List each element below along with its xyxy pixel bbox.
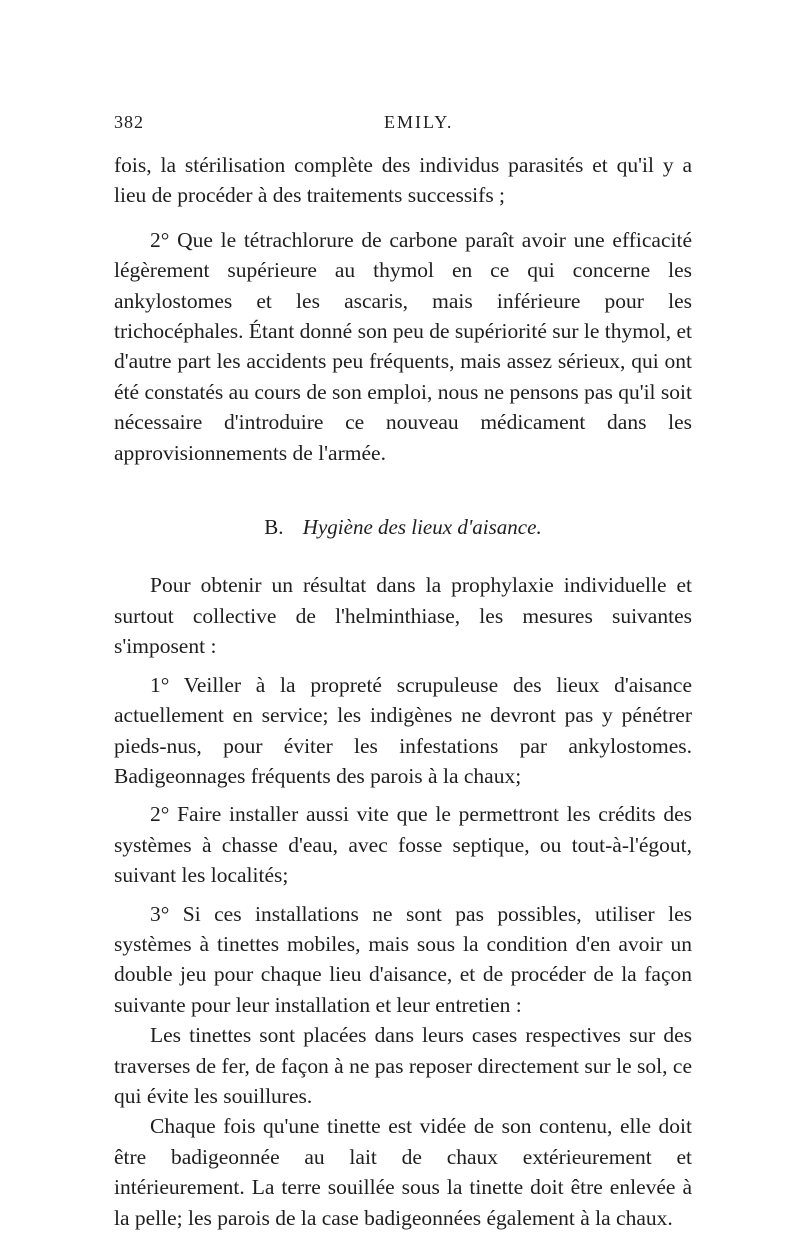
paragraph-tinettes: Les tinettes sont placées dans leurs cases respectives sur des traverses de fer, de façon à ne pas reposer directement sur le sol, ce qui évite les souillures. bbox=[114, 1023, 692, 1108]
paragraph-measure-2: 2° Faire installer aussi vite que le permettront les crédits des systèmes à chasse d'eau, avec fosse septique, ou tout-à-l'égout, suivant les localités; bbox=[114, 802, 692, 888]
section-title: Hygiène des lieux d'aisance. bbox=[302, 515, 542, 540]
paragraph-continuation: fois, la stérilisation complète des individus parasités et qu'il y a lieu de procéder à des traitements successifs ; bbox=[114, 153, 692, 208]
section-heading bbox=[114, 512, 692, 542]
running-title: EMILY. bbox=[384, 112, 454, 132]
paragraph-cleaning: Chaque fois qu'une tinette est vidée de son contenu, elle doit être badigeonnée au lait de chaux extérieurement et intérieurement. La terre souillée sous la tinette doit être enlevée à la pelle; les parois de la case badigeonnées également à la chaux. bbox=[114, 1114, 692, 1230]
body-text bbox=[114, 150, 692, 1233]
section-letter: B. bbox=[264, 515, 284, 540]
page-header bbox=[114, 112, 714, 140]
paragraph-measure-1: 1° Veiller à la propreté scrupuleuse des lieux d'aisance actuellement en service; les indigènes ne devront pas y pénétrer pieds-nus, pour éviter les infestations par ankylostomes. Badigeonnages fréquents des parois à la chaux; bbox=[114, 672, 692, 788]
paragraph-measure-3: 3° Si ces installations ne sont pas possibles, utiliser les systèmes à tinettes mobiles, mais sous la condition d'en avoir un double jeu pour chaque lieu d'aisance, et de procéder de la façon suivante pour leur installation et leur entretien : bbox=[114, 901, 692, 1017]
page-number: 382 bbox=[114, 112, 144, 132]
paragraph-intro: Pour obtenir un résultat dans la prophylaxie individuelle et surtout collective de l'helminthiase, les mesures suivantes s'imposent : bbox=[114, 573, 692, 659]
paragraph-conclusion-2: 2° Que le tétrachlorure de carbone paraît avoir une efficacité légèrement supérieure au thymol en ce qui concerne les ankylostomes et les ascaris, mais inférieure pour les trichocéphales. Étant donné son peu de supériorité sur le thymol, et d'autre part les accidents peu fréquents, mais assez sérieux, qui ont été constatés au cours de son emploi, nous ne pensons pas qu'il soit nécessaire d'introduire ce nouveau médicament dans les approvisionnements de l'armée. bbox=[114, 227, 692, 465]
